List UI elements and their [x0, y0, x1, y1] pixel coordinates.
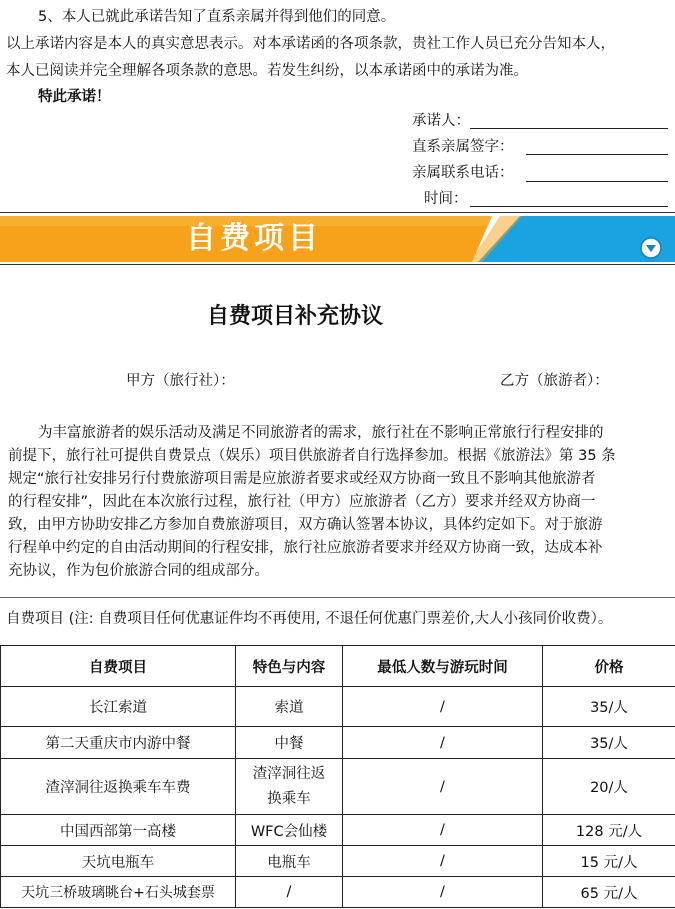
agreement-body-line: 充协议，作为包价旅游合同的组成部分。 [8, 563, 269, 579]
cell-feature: / [236, 877, 343, 908]
fee-table [0, 645, 675, 908]
fee-table-header-row [1, 646, 675, 687]
fee-note: 自费项目 (注: 自费项目任何优惠证件均不再使用, 不退任何优惠门票差价,大人小孩同价收费）。 [6, 611, 613, 627]
chevron-down-circle-icon[interactable] [640, 237, 662, 259]
signer-line[interactable] [470, 128, 668, 129]
commitment-closing: 特此承诺！ [38, 89, 111, 105]
cell-item: 渣滓洞往返换乘车车费 [1, 759, 236, 815]
table-row [1, 877, 675, 908]
cell-price: 65 元/人 [543, 877, 675, 908]
cell-feature: 中餐 [236, 727, 343, 759]
agreement-body-line: 为丰富旅游者的娱乐活动及满足不同旅游者的需求，旅行社在不影响正常旅行行程安排的 [38, 425, 604, 441]
relative-signature-label: 直系亲属签字： [412, 139, 514, 155]
date-label: 时间： [424, 191, 468, 207]
cell-price: 35/人 [543, 687, 675, 727]
cell-item: 第二天重庆市内游中餐 [1, 727, 236, 759]
commitment-item-5: 5、本人已就此承诺告知了直系亲属并得到他们的同意。 [38, 9, 396, 25]
cell-min: / [343, 877, 543, 908]
cell-item: 天坑电瓶车 [1, 846, 236, 877]
banner-bottom-divider [0, 264, 675, 265]
commitment-paragraph-line-1: 以上承诺内容是本人的真实意思表示。对本承诺函的各项条款，贵社工作人员已充分告知本人， [6, 36, 615, 52]
header-item: 自费项目 [1, 646, 236, 687]
cell-feature: WFC会仙楼 [236, 815, 343, 846]
cell-min: / [343, 727, 543, 759]
header-feature: 特色与内容 [236, 646, 343, 687]
section-divider [0, 597, 675, 598]
signer-label: 承诺人： [412, 113, 470, 129]
table-row [1, 759, 675, 815]
cell-min: / [343, 759, 543, 815]
relative-phone-line[interactable] [526, 181, 668, 182]
banner-top-divider [0, 212, 675, 213]
banner-background [0, 214, 675, 264]
agreement-body-line: 的行程安排”，因此在本次旅行过程，旅行社（甲方）应旅游者（乙方）要求并经双方协商一 [8, 494, 596, 510]
relative-signature-line[interactable] [526, 154, 668, 155]
cell-feature: 索道 [236, 687, 343, 727]
cell-min: / [343, 815, 543, 846]
header-min-people: 最低人数与游玩时间 [343, 646, 543, 687]
cell-price: 128 元/人 [543, 815, 675, 846]
cell-item: 长江索道 [1, 687, 236, 727]
cell-feature: 渣滓洞往返换乘车 [236, 759, 343, 815]
header-price: 价格 [543, 646, 675, 687]
cell-min: / [343, 846, 543, 877]
cell-price: 20/人 [543, 759, 675, 815]
cell-item: 中国西部第一高楼 [1, 815, 236, 846]
agreement-title: 自费项目补充协议 [206, 304, 383, 329]
agreement-body-line: 行程单中约定的自由活动期间的行程安排，旅行社应旅游者要求并经双方协商一致，达成本补 [8, 540, 603, 556]
commitment-paragraph-line-2: 本人已阅读并完全理解各项条款的意思。若发生纠纷，以本承诺函中的承诺为准。 [6, 63, 528, 79]
cell-price: 35/人 [543, 727, 675, 759]
party-a-label: 甲方（旅行社）： [126, 373, 235, 389]
banner-title: 自费项目 [186, 221, 322, 256]
agreement-body-line: 前提下，旅行社可提供自费景点（娱乐）项目供旅游者自行选择参加。根据《旅游法》第 35 条 [8, 448, 616, 464]
date-line[interactable] [470, 206, 668, 207]
table-row [1, 815, 675, 846]
agreement-body-line: 致，由甲方协助安排乙方参加自费旅游项目，双方确认签署本协议，具体约定如下。对于旅游 [8, 517, 603, 533]
cell-item: 天坑三桥玻璃眺台+石头城套票 [1, 877, 236, 908]
cell-price: 15 元/人 [543, 846, 675, 877]
relative-phone-label: 亲属联系电话： [412, 165, 514, 181]
table-row [1, 846, 675, 877]
cell-feature: 电瓶车 [236, 846, 343, 877]
party-b-label: 乙方（旅游者）： [500, 373, 609, 389]
table-row [1, 727, 675, 759]
table-row [1, 687, 675, 727]
agreement-body-line: 规定“旅行社安排另行付费旅游项目需是应旅游者要求或经双方协商一致且不影响其他旅游者 [8, 471, 596, 487]
cell-min: / [343, 687, 543, 727]
